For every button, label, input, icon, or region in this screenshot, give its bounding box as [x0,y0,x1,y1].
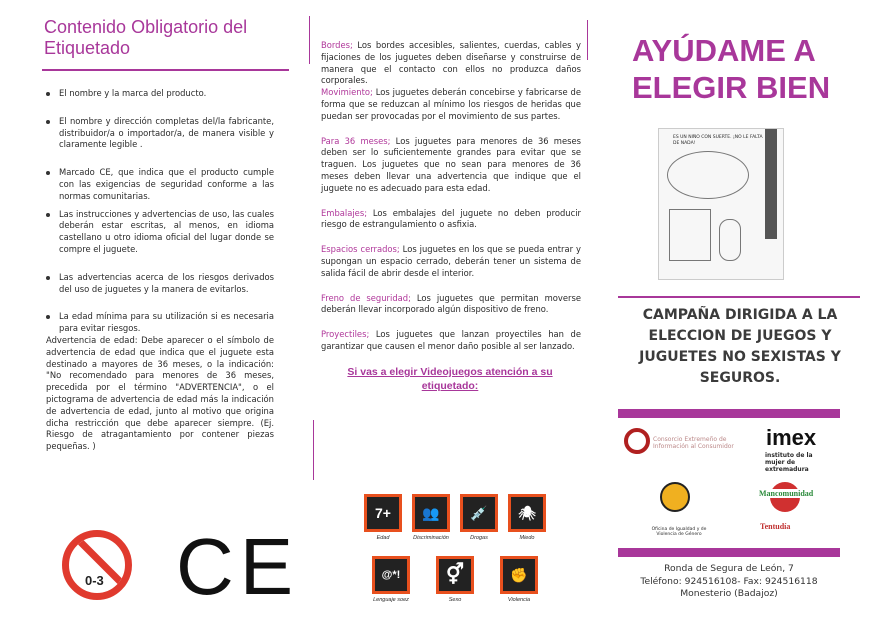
equality-logo [660,482,690,512]
divider [309,16,310,64]
address-city: Monesterio (Badajoz) [680,588,778,599]
req-label: Embalajes; [321,207,368,218]
req-freno [321,293,581,317]
pegi-discrimination-icon [412,494,461,541]
req-embalajes [321,208,581,232]
pegi-glyph: ✊ [503,559,535,591]
req-36-meses [321,136,581,195]
age-symbol-label: 0-3 [85,573,104,588]
req-text: Los juguetes en los que se pueda entrar y supongan un espacio cerrado, deberán tener un sistema de salida fácil de abrir desde el interior. [321,244,581,278]
pegi-label: Discriminación [413,535,449,541]
pegi-label: Edad [376,535,390,541]
req-espacios-cerrados [321,244,581,279]
req-text: Los juguetes que permitan moverse deberán llevar incorporado algún dispositivo de freno. [321,292,581,315]
imex-logo: imex [766,425,817,450]
req-label: Espacios cerrados; [321,244,400,255]
pegi-glyph: 💉 [463,497,495,529]
divider [587,20,588,60]
label-requirements-list [46,88,274,351]
list-item: La edad mínima para su utilización si es necesaria para evitar riesgos. [46,311,274,335]
address-line: Ronda de Segura de León, 7 [664,563,794,574]
consorcio-logo [624,428,650,454]
divider [618,296,860,298]
phone-fax: Teléfono: 924516108- Fax: 924516118 [640,575,818,587]
pegi-violence-icon [500,556,549,603]
purple-band [618,409,840,418]
req-text: Los embalajes del juguete no deben producir riesgo de estrangulamiento o asfixia. [321,207,581,230]
divider [42,69,289,71]
pegi-label: Violencia [507,597,531,603]
req-text: Los juguetes para menores de 36 meses deben ser lo suficientemente grandes para evitar que se traguen. Los juguetes que no sean para menores de 36 meses deben llevar una advertencia que indique que el juguete no es adecuado para esta edad. [321,135,581,193]
req-text: Los juguetes que lanzan proyectiles han de garantizar que causen el menor daño posible al ser lanzado. [321,329,581,351]
contact-address [618,563,840,601]
age-warning-symbol [62,530,132,600]
videogames-link[interactable]: Si vas a elegir Videojuegos atención a su etiquetado: [347,366,553,392]
ce-mark: CE [176,522,300,611]
age-warning-text: Advertencia de edad: Debe aparecer o el símbolo de advertencia de edad que indica que el juguete esta destinado a mayores de 36 meses, o la indicación: "No recomendado para menores de 36 meses, precedida por el término "ADVERTENCIA", o el pictograma de advertencia de edad más la indicación de advertencia de edad, junto al motivo que origina dicha restricción que debe aparecer siempre. (Ej. Riesgo de atragantamiento por contener piezas pequeñas. ) [46,335,274,452]
list-item: Las instrucciones y advertencias de uso, las cuales deberán estar escritas, al menos, en idioma castellano u otro idioma oficial del lugar donde se compre el juguete. [46,209,274,256]
oficina-label: Oficina de Igualdad y de Violencia de Género [651,527,707,537]
pegi-glyph: 👥 [415,497,447,529]
req-proyectiles [321,329,581,353]
pegi-label: Lenguaje soez [373,597,409,603]
req-label: Freno de seguridad; [321,292,411,303]
safety-requirements [321,40,581,366]
brochure-title [632,32,830,106]
pegi-icons [364,494,554,614]
req-text: Los juguetes deberán concebirse y fabricarse de forma que se reduzcan al mínimo los riesgos de heridas que puedan ser provocadas por el movimiento de sus partes. [321,87,581,121]
consorcio-label: Consorcio Extremeño de Información al Consumidor [653,436,734,450]
pegi-label: Miedo [519,535,535,541]
title-line: AYÚDAME A [632,33,816,68]
pegi-label: Drogas [470,535,488,541]
tentudia-label: Tentudía [760,522,791,531]
pegi-glyph: ⚥ [439,559,471,591]
mancomunidad-label: Mancomunidad [759,489,814,498]
req-label: Bordes; [321,40,353,50]
imex-label: instituto de la mujer de extremadura [765,452,813,473]
list-item: El nombre y dirección completas del/la fabricante, distribuidor/a o importador/a, de manera visible y claramente legible . [46,116,274,151]
req-bordes [321,40,581,87]
req-label: Proyectiles; [321,329,370,340]
req-label: Movimiento; [321,87,373,98]
left-title: Contenido Obligatorio del Etiquetado [44,17,248,58]
pegi-glyph: 🕷 [511,497,543,529]
list-item: Las advertencias acerca de los riesgos derivados del uso de juguetes y la manera de evitarlos. [46,272,274,296]
pegi-drugs-icon [460,494,509,541]
pegi-glyph: @*! [375,559,407,591]
list-item: El nombre y la marca del producto. [46,88,274,100]
pegi-sex-icon [436,556,485,603]
req-label: Para 36 meses; [321,135,391,146]
purple-band [618,548,840,557]
title-line: ELEGIR BIEN [632,70,831,105]
req-text: Los bordes accesibles, salientes, cuerdas, cables y fijaciones de los juguetes deben diseñarse y construirse de manera que el contacto con ellos no produzca daños corporales. [321,40,581,86]
pegi-label: Sexo [448,597,462,603]
pegi-language-icon [372,556,421,603]
pegi-fear-icon [508,494,557,541]
campaign-text: CAMPAÑA DIRIGIDA A LA ELECCION DE JUEGOS Y JUGUETES NO SEXISTAS Y SEGUROS. [639,307,841,386]
cartoon-illustration [658,128,784,280]
list-item: Marcado CE, que indica que el producto cumple con las exigencias de seguridad conforme a las normas comunitarias. [46,167,274,202]
req-movimiento [321,87,581,122]
cartoon-caption: ES UN NIÑO CON SUERTE. ¡NO LE FALTA DE NADA! [673,135,763,146]
pegi-age-icon [364,494,413,541]
pegi-glyph: 7+ [367,497,399,529]
divider [313,420,314,480]
